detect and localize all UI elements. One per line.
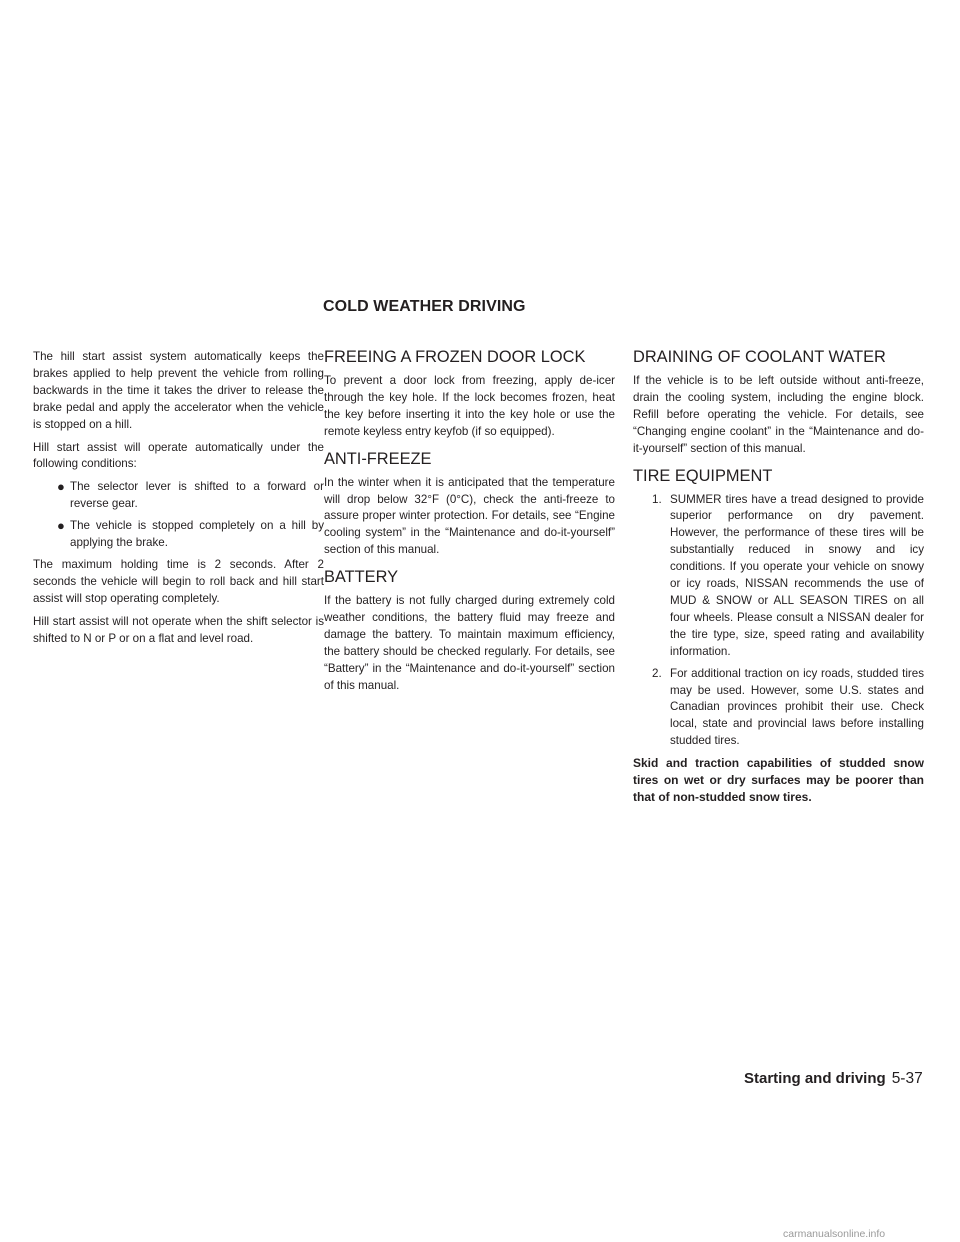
subsection-heading: BATTERY xyxy=(324,568,399,587)
paragraph: If the battery is not fully charged during extremely cold weather conditions, the battery fluid may freeze and damage the battery. To maintain maximum efficiency, the battery should be checked regularly. For details, see “Battery” in the “Maintenance and do-it-yourself” section of this manual. xyxy=(324,594,615,692)
paragraph: The maximum holding time is 2 seconds. After 2 seconds the vehicle will begin to roll back and hill start assist will stop operating completely. xyxy=(33,557,324,605)
subsection-heading: FREEING A FROZEN DOOR LOCK xyxy=(324,348,586,366)
page-number: 5-37 xyxy=(891,1070,923,1087)
paragraph: The hill start assist system automatically keeps the brakes applied to help prevent the vehicle from rolling backwards in the time it takes the driver to release the brake pedal and apply the accelerator when the vehicle is stopped on a hill. xyxy=(33,350,324,431)
paragraph: In the winter when it is anticipated that the temperature will drop below 32°F (0°C), check the anti-freeze to assure proper winter protection. For details, see “Engine cooling system” in the “Maintenance and do-it-yourself” section of this manual. xyxy=(324,475,615,557)
list-item xyxy=(33,479,324,513)
subsection-heading: TIRE EQUIPMENT xyxy=(633,466,773,485)
list-item-text: The selector lever is shifted to a forward or reverse gear. xyxy=(70,480,324,511)
column-left xyxy=(33,349,324,654)
list-item-text: SUMMER tires have a tread designed to provide superior performance on dry pavement. However, the performance of these tires will be substantially reduced in snowy and icy conditions. If you operate your vehicle on snowy or icy roads, NISSAN recommends the use of MUD & SNOW or ALL SEASON TIRES on all four wheels. Please consult a NISSAN dealer for the tire type, size, speed rating and availability information. xyxy=(670,492,924,658)
paragraph: To prevent a door lock from freezing, apply de-icer through the key hole. If the lock becomes frozen, heat the key before inserting it into the key hole or use the remote keyless entry keyfob (if so equipped). xyxy=(324,374,615,438)
warning-text: Skid and traction capabilities of studded snow tires on wet or dry surfaces may be poorer than that of non-studded snow tires. xyxy=(633,756,924,804)
subsection-heading: DRAINING OF COOLANT WATER xyxy=(633,348,886,366)
paragraph: Hill start assist will operate automatically under the following conditions: xyxy=(33,440,324,471)
column-right xyxy=(633,349,924,812)
list-item xyxy=(633,492,924,661)
watermark: carmanualsonline.info xyxy=(783,1228,886,1240)
list-item xyxy=(633,666,924,751)
section-title: COLD WEATHER DRIVING xyxy=(323,298,526,315)
bullet-icon: ● xyxy=(57,479,65,495)
bullet-icon: ● xyxy=(57,518,65,534)
list-item xyxy=(33,518,324,552)
list-item-text: For additional traction on icy roads, studded tires may be used. However, some U.S. states and Canadian provinces prohibit their use. Check local, state and provincial laws before installing studded tires. xyxy=(670,666,924,748)
list-item-text: The vehicle is stopped completely on a hill by applying the brake. xyxy=(70,519,324,550)
column-middle xyxy=(324,349,615,701)
list-number: 1. xyxy=(652,492,662,506)
paragraph: Hill start assist will not operate when the shift selector is shifted to N or P or on a flat and level road. xyxy=(33,614,324,645)
list-number: 2. xyxy=(652,666,662,680)
page-footer xyxy=(744,1070,923,1088)
footer-section-name: Starting and driving xyxy=(744,1070,886,1087)
subsection-heading: ANTI-FREEZE xyxy=(324,449,432,468)
paragraph: If the vehicle is to be left outside without anti-freeze, drain the cooling system, including the engine block. Refill before operating the vehicle. For details, see “Changing engine coolant” in the “Maintenance and do-it-yourself” section of this manual. xyxy=(633,374,924,455)
